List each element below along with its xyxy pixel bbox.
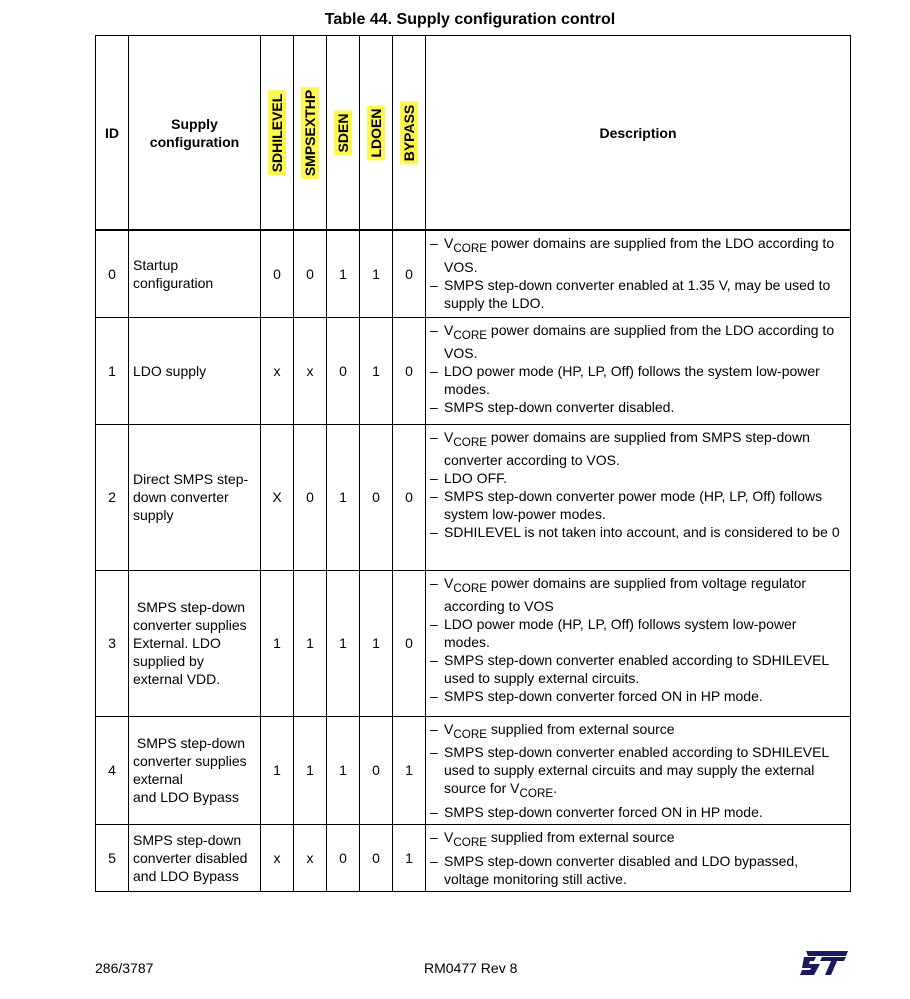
- supply-line: LDO supply: [133, 362, 207, 379]
- description-text: SMPS step-down converter disabled.: [444, 399, 675, 416]
- bit-value-sden: 0: [327, 317, 360, 424]
- description-item: [430, 469, 844, 487]
- bit-value-smpsexthp: 1: [294, 570, 327, 716]
- description-text: supplied from external source: [487, 829, 675, 846]
- bit-label: BYPASS: [400, 101, 418, 164]
- bit-value-sden: 1: [327, 570, 360, 716]
- supply-line: Startup: [133, 256, 179, 273]
- description-item: [430, 428, 844, 470]
- description-cell: [426, 424, 851, 570]
- row-id: 4: [96, 716, 129, 825]
- description-text: V: [444, 321, 454, 338]
- description-subscript: CORE: [453, 581, 488, 595]
- supply-line: SMPS step-down: [133, 735, 246, 752]
- table-row: [96, 424, 851, 570]
- header-bit-sdhilevel: [261, 36, 294, 231]
- table-row: [96, 230, 851, 317]
- description-subscript: CORE: [453, 241, 488, 255]
- description-text: SMPS step-down converter forced ON in HP mode.: [444, 804, 763, 821]
- description-text: power domains are supplied from the LDO according to VOS.: [444, 235, 835, 275]
- bit-value-sden: 1: [327, 424, 360, 570]
- supply-line: and LDO Bypass: [133, 867, 239, 884]
- bit-value-sdhilevel: X: [261, 424, 294, 570]
- row-id: 2: [96, 424, 129, 570]
- bit-value-sdhilevel: 0: [261, 230, 294, 317]
- description-text: .: [553, 780, 558, 797]
- row-id: 1: [96, 317, 129, 424]
- bit-value-ldoen: 0: [360, 424, 393, 570]
- description-item: [430, 362, 844, 398]
- description-text: LDO power mode (HP, LP, Off) follows the system low-power modes.: [444, 363, 820, 398]
- supply-line: external: [133, 771, 183, 788]
- description-list: [430, 828, 844, 888]
- description-item: [430, 720, 844, 744]
- supply-configuration-cell: [129, 424, 261, 570]
- bit-value-ldoen: 1: [360, 230, 393, 317]
- description-list: [430, 321, 844, 417]
- bit-value-ldoen: 1: [360, 317, 393, 424]
- header-id: ID: [96, 36, 129, 231]
- description-text: SMPS step-down converter disabled and LDO bypassed, voltage monitoring still active.: [444, 852, 799, 887]
- bit-value-bypass: 0: [393, 424, 426, 570]
- row-id: 0: [96, 230, 129, 317]
- bit-value-smpsexthp: 0: [294, 424, 327, 570]
- supply-configuration-cell: [129, 230, 261, 317]
- bit-value-bypass: 1: [393, 716, 426, 825]
- description-subscript: CORE: [453, 328, 488, 342]
- description-cell: [426, 230, 851, 317]
- description-text: V: [444, 574, 454, 591]
- supply-line: converter supplies: [133, 617, 247, 633]
- supply-line: supplied by: [133, 653, 204, 669]
- bit-value-sdhilevel: 1: [261, 716, 294, 825]
- table-row: [96, 716, 851, 825]
- supply-line: SMPS step-down: [133, 599, 246, 615]
- description-item: [430, 615, 844, 651]
- description-item: [430, 803, 844, 821]
- bit-value-sden: 0: [327, 825, 360, 892]
- description-item: [430, 651, 844, 687]
- page-number: 286/3787: [95, 960, 154, 976]
- supply-configuration-cell: [129, 716, 261, 825]
- supply-configuration-cell: [129, 825, 261, 892]
- description-text: SMPS step-down converter enabled according to SDHILEVEL used to supply external circuits.: [444, 652, 829, 687]
- description-item: [430, 321, 844, 363]
- description-item: [430, 398, 844, 416]
- bit-value-ldoen: 0: [360, 716, 393, 825]
- bit-value-smpsexthp: x: [294, 825, 327, 892]
- bit-value-bypass: 1: [393, 825, 426, 892]
- description-item: [430, 828, 844, 852]
- description-text: V: [444, 428, 454, 445]
- description-text: power domains are supplied from the LDO according to VOS.: [444, 321, 835, 362]
- description-text: LDO OFF.: [444, 470, 508, 487]
- description-item: [430, 687, 844, 705]
- bit-value-bypass: 0: [393, 317, 426, 424]
- supply-line: SMPS step-down: [133, 831, 242, 848]
- supply-line: converter disabled: [133, 849, 248, 866]
- description-text: V: [444, 235, 454, 251]
- description-cell: [426, 716, 851, 825]
- bit-value-sdhilevel: x: [261, 825, 294, 892]
- description-text: supplied from external source: [487, 720, 675, 737]
- supply-config-table: [95, 35, 851, 892]
- bit-value-smpsexthp: x: [294, 317, 327, 424]
- description-text: LDO power mode (HP, LP, Off) follows system low-power modes.: [444, 616, 797, 651]
- supply-configuration-cell: [129, 317, 261, 424]
- description-subscript: CORE: [519, 787, 554, 801]
- bit-value-smpsexthp: 0: [294, 230, 327, 317]
- description-text: SMPS step-down converter power mode (HP, LP, Off) follows system low-power modes.: [444, 488, 823, 523]
- supply-configuration-cell: [129, 570, 261, 716]
- description-list: [430, 574, 844, 706]
- supply-line: External. LDO: [133, 635, 221, 651]
- table-row: [96, 317, 851, 424]
- header-supply: [129, 36, 261, 231]
- bit-label: LDOEN: [367, 105, 385, 160]
- description-text: power domains are supplied from SMPS step-down converter according to VOS.: [444, 428, 810, 469]
- supply-line: supply: [133, 507, 174, 523]
- header-description: Description: [426, 36, 851, 231]
- header-row: [96, 36, 851, 231]
- description-subscript: CORE: [453, 835, 488, 849]
- supply-line: down converter: [133, 489, 229, 505]
- bit-value-bypass: 0: [393, 230, 426, 317]
- doc-reference: RM0477 Rev 8: [424, 960, 518, 976]
- description-cell: [426, 317, 851, 424]
- supply-line: converter supplies: [133, 753, 247, 770]
- header-bit-sden: [327, 36, 360, 231]
- bit-value-sdhilevel: 1: [261, 570, 294, 716]
- supply-line: and LDO Bypass: [133, 789, 239, 806]
- description-text: SMPS step-down converter forced ON in HP mode.: [444, 688, 763, 705]
- table-row: [96, 570, 851, 716]
- bit-value-sden: 1: [327, 230, 360, 317]
- description-list: [430, 234, 844, 312]
- description-item: [430, 852, 844, 888]
- bit-value-ldoen: 0: [360, 825, 393, 892]
- description-item: [430, 743, 844, 803]
- description-text: SMPS step-down converter enabled at 1.35 V, may be used to supply the LDO.: [444, 276, 831, 311]
- description-list: [430, 428, 844, 542]
- description-cell: [426, 570, 851, 716]
- description-text: power domains are supplied from voltage regulator according to VOS: [444, 574, 807, 615]
- description-list: [430, 720, 844, 822]
- bit-value-bypass: 0: [393, 570, 426, 716]
- description-text: V: [444, 720, 454, 737]
- header-bit-bypass: [393, 36, 426, 231]
- header-supply-line2: configuration: [149, 133, 240, 150]
- bit-value-smpsexthp: 1: [294, 716, 327, 825]
- supply-line: configuration: [133, 274, 214, 291]
- description-subscript: CORE: [453, 435, 488, 449]
- description-text: SMPS step-down converter enabled according to SDHILEVEL used to supply external circuits and may supply the external source for V: [444, 744, 829, 797]
- st-logo: [800, 951, 848, 975]
- header-bit-smpsexthp: [294, 36, 327, 231]
- description-subscript: CORE: [453, 727, 488, 741]
- header-supply-line1: Supply: [171, 115, 218, 132]
- description-item: [430, 276, 844, 312]
- bit-value-sdhilevel: x: [261, 317, 294, 424]
- supply-line: Direct SMPS step-: [133, 471, 249, 487]
- bit-label: SDEN: [334, 110, 352, 155]
- bit-value-sden: 1: [327, 716, 360, 825]
- bit-value-ldoen: 1: [360, 570, 393, 716]
- description-text: SDHILEVEL is not taken into account, and is considered to be 0: [444, 524, 840, 541]
- bit-label: SMPSEXTHP: [301, 86, 319, 178]
- supply-line: external VDD.: [133, 671, 221, 687]
- row-id: 5: [96, 825, 129, 892]
- bit-label: SDHILEVEL: [268, 90, 286, 175]
- header-bit-ldoen: [360, 36, 393, 231]
- description-item: [430, 234, 844, 276]
- description-item: [430, 487, 844, 523]
- description-text: V: [444, 829, 454, 846]
- table-title: Table 44. Supply configuration control: [324, 11, 616, 28]
- description-item: [430, 574, 844, 616]
- table-row: [96, 825, 851, 892]
- description-item: [430, 523, 844, 541]
- row-id: 3: [96, 570, 129, 716]
- description-cell: [426, 825, 851, 892]
